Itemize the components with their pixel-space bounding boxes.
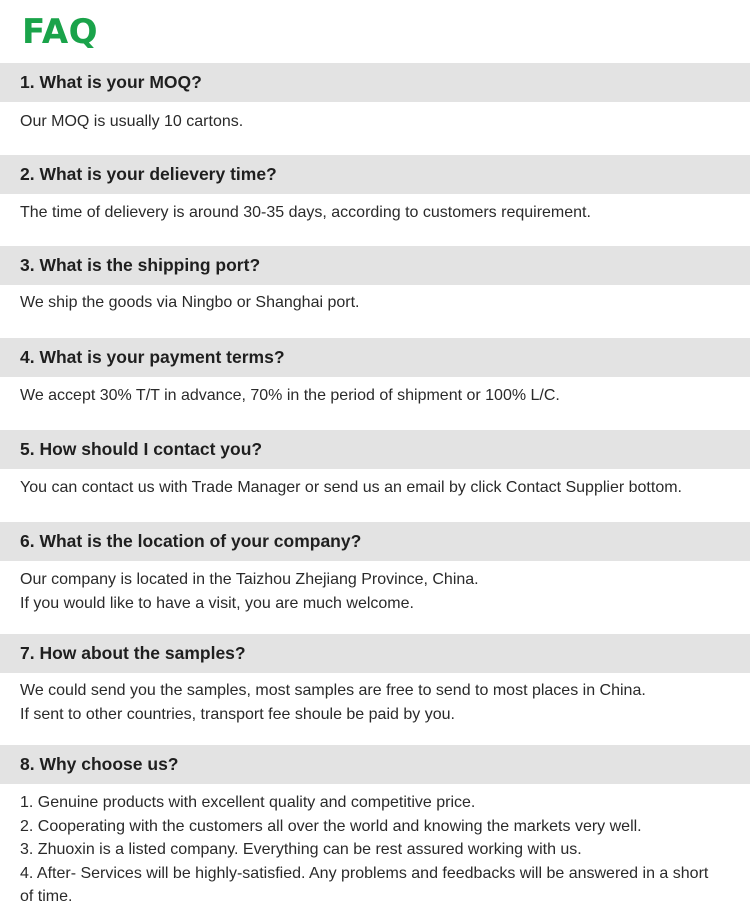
answer-line: We ship the goods via Ningbo or Shanghai port.: [20, 294, 360, 311]
answer-line: If you would like to have a visit, you are much welcome.: [20, 594, 414, 612]
faq-answer-7: [20, 679, 744, 726]
answer-line: 3. Zhuoxin is a listed company. Everything can be rest assured working with us.: [20, 841, 582, 858]
answer-line: If sent to other countries, transport fee shoule be paid by you.: [20, 705, 455, 723]
faq-answer-2: [20, 201, 744, 225]
answer-line: 2. Cooperating with the customers all over the world and knowing the markets very well.: [20, 817, 642, 835]
faq-answer-3: [20, 291, 744, 315]
answer-line: 1. Genuine products with excellent quality and competitive price.: [20, 794, 476, 811]
faq-answer-4: [20, 384, 744, 408]
faq-answer-1: [20, 110, 744, 134]
answer-line: Our MOQ is usually 10 cartons.: [20, 113, 244, 130]
faq-question-4: 4. What is your payment terms?: [0, 338, 750, 377]
faq-answer-8: [20, 791, 744, 909]
faq-question-3: 3. What is the shipping port?: [0, 246, 750, 285]
faq-question-7: 7. How about the samples?: [0, 634, 750, 673]
faq-answer-5: [20, 476, 744, 500]
answer-line: Our company is located in the Taizhou Zhejiang Province, China.: [20, 571, 479, 588]
answer-line: 4. After- Services will be highly-satisfied. Any problems and feedbacks will be answered in a short of time.: [20, 864, 709, 905]
answer-line: The time of delievery is around 30-35 days, according to customers requirement.: [20, 204, 591, 221]
answer-line: You can contact us with Trade Manager or send us an email by click Contact Supplier bottom.: [20, 479, 682, 496]
page-title: FAQ: [22, 12, 99, 52]
faq-question-5: 5. How should I contact you?: [0, 430, 750, 469]
answer-line: We accept 30% T/T in advance, 70% in the period of shipment or 100% L/C.: [20, 387, 560, 404]
faq-question-2: 2. What is your delievery time?: [0, 155, 750, 194]
answer-line: We could send you the samples, most samples are free to send to most places in China.: [20, 682, 646, 699]
faq-question-1: 1. What is your MOQ?: [0, 63, 750, 102]
faq-answer-6: [20, 568, 744, 615]
faq-question-8: 8. Why choose us?: [0, 745, 750, 784]
faq-question-6: 6. What is the location of your company?: [0, 522, 750, 561]
